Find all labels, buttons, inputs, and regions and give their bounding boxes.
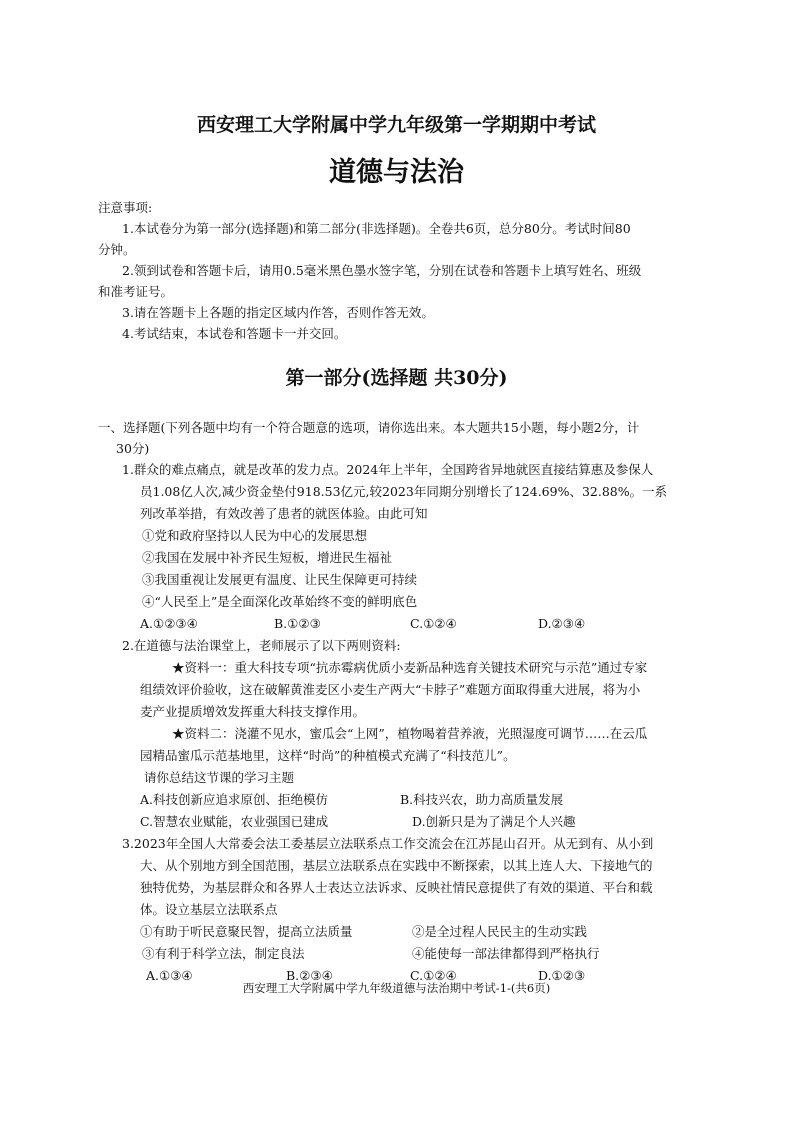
notice-line: 1.本试卷分为第一部分(选择题)和第二部分(非选择题)。全卷共6页，总分80分。考试时间80	[122, 221, 631, 236]
q1-statement: ④“人民至上”是全面深化改革始终不变的鲜明底色	[142, 594, 418, 609]
q1-option-c[interactable]: C.①②④	[410, 616, 457, 631]
notice-heading: 注意事项:	[98, 200, 153, 215]
notice-line: 和准考证号。	[98, 284, 174, 299]
q1-statement: ③我国重视让发展更有温度、让民生保障更可持续	[142, 572, 418, 587]
q3-statement: ②是全过程人民民主的生动实践	[412, 924, 588, 939]
q3-statement: ③有利于科学立法，制定良法	[142, 946, 305, 961]
q1-option-d[interactable]: D.②③④	[538, 616, 586, 631]
q1-statement: ②我国在发展中补齐民生短板，增进民生福祉	[142, 550, 393, 565]
part-one-title: 第一部分(选择题 共30分)	[285, 367, 508, 389]
notice-line: 3.请在答题卡上各题的指定区域内作答，否则作答无效。	[122, 305, 434, 320]
q2-option-b[interactable]: B.科技兴农，助力高质量发展	[400, 792, 564, 807]
notice-line: 4.考试结束，本试卷和答题卡一并交回。	[122, 326, 347, 341]
q2-option-d[interactable]: D.创新只是为了满足个人兴趣	[412, 814, 576, 829]
q2-material-one: ★资料一：重大科技专项“抗赤霉病优质小麦新品种选育关键技术研究与示范”通过专家	[172, 660, 648, 675]
q3-statement: ①有助于听民意聚民智，提高立法质量	[140, 924, 353, 939]
q3-stem: 独特优势，为基层群众和各界人士表达立法诉求、反映社情民意提供了有效的渠道、平台和载	[140, 880, 653, 895]
q2-material-two: 园精品蜜瓜示范基地里，这样“时尚”的种植模式充满了“科技范儿”。	[140, 748, 516, 763]
notice-line: 分钟。	[98, 242, 136, 257]
q1-stem: 列改革举措，有效改善了患者的就医体验。由此可知	[140, 506, 428, 521]
q1-statement: ①党和政府坚持以人民为中心的发展思想	[142, 528, 368, 543]
q1-option-a[interactable]: A.①②③④	[140, 616, 198, 631]
q1-stem: 员1.08亿人次,减少资金垫付918.53亿元,较2023年同期分别增长了124.69%、32.88%。一系	[140, 484, 668, 499]
q2-option-a[interactable]: A.科技创新应追求原创、拒绝模仿	[140, 792, 329, 807]
q3-option-c[interactable]: C.①②④	[410, 968, 457, 983]
q2-material-one: 麦产业提质增效发挥重大科技支撑作用。	[140, 704, 366, 719]
page-footer: 西安理工大学附属中学九年级道德与法治期中考试-1-(共6页)	[242, 981, 551, 995]
q3-stem: 3.2023年全国人大常委会法工委基层立法联系点工作交流会在江苏昆山召开。从无到有、从小到	[122, 836, 654, 851]
notice-line: 2.领到试卷和答题卡后，请用0.5毫米黑色墨水签字笔，分别在试卷和答题卡上填写姓名、班级	[122, 263, 642, 278]
q2-option-c[interactable]: C.智慧农业赋能，农业强国已建成	[140, 814, 329, 829]
section-intro: 30分)	[116, 441, 150, 456]
subject-title: 道德与法治	[329, 157, 464, 188]
q3-option-b[interactable]: B.②③④	[286, 968, 333, 983]
q1-option-b[interactable]: B.①②③	[274, 616, 321, 631]
q2-material-one: 组绩效评价验收，这在破解黄淮麦区小麦生产两大“卡脖子”难题方面取得重大进展，将为小	[140, 682, 641, 697]
section-intro: 一、选择题(下列各题中均有一个符合题意的选项，请你选出来。本大题共15小题，每小题2分，计	[98, 420, 640, 435]
q2-stem: 2.在道德与法治课堂上，老师展示了以下两则资料:	[122, 638, 401, 653]
exam-title: 西安理工大学附属中学九年级第一学期期中考试	[196, 114, 596, 136]
q3-stem: 体。设立基层立法联系点	[140, 902, 278, 917]
q2-material-two: ★资料二：浇灌不见水，蜜瓜会“上网”，植物喝着营养液，光照湿度可调节……在云瓜	[172, 726, 648, 741]
q2-prompt: 请你总结这节课的学习主题	[144, 770, 295, 785]
q3-option-d[interactable]: D.①②③	[538, 968, 586, 983]
q3-stem: 大、从个别地方到全国范围，基层立法联系点在实践中不断探索，以其上连人大、下接地气的	[140, 858, 653, 873]
q3-statement: ④能使每一部法律都得到严格执行	[412, 946, 600, 961]
q3-option-a[interactable]: A.①③④	[146, 968, 193, 983]
q1-stem: 1.群众的难点痛点，就是改革的发力点。2024年上半年，全国跨省异地就医直接结算惠及参保人	[122, 462, 654, 477]
